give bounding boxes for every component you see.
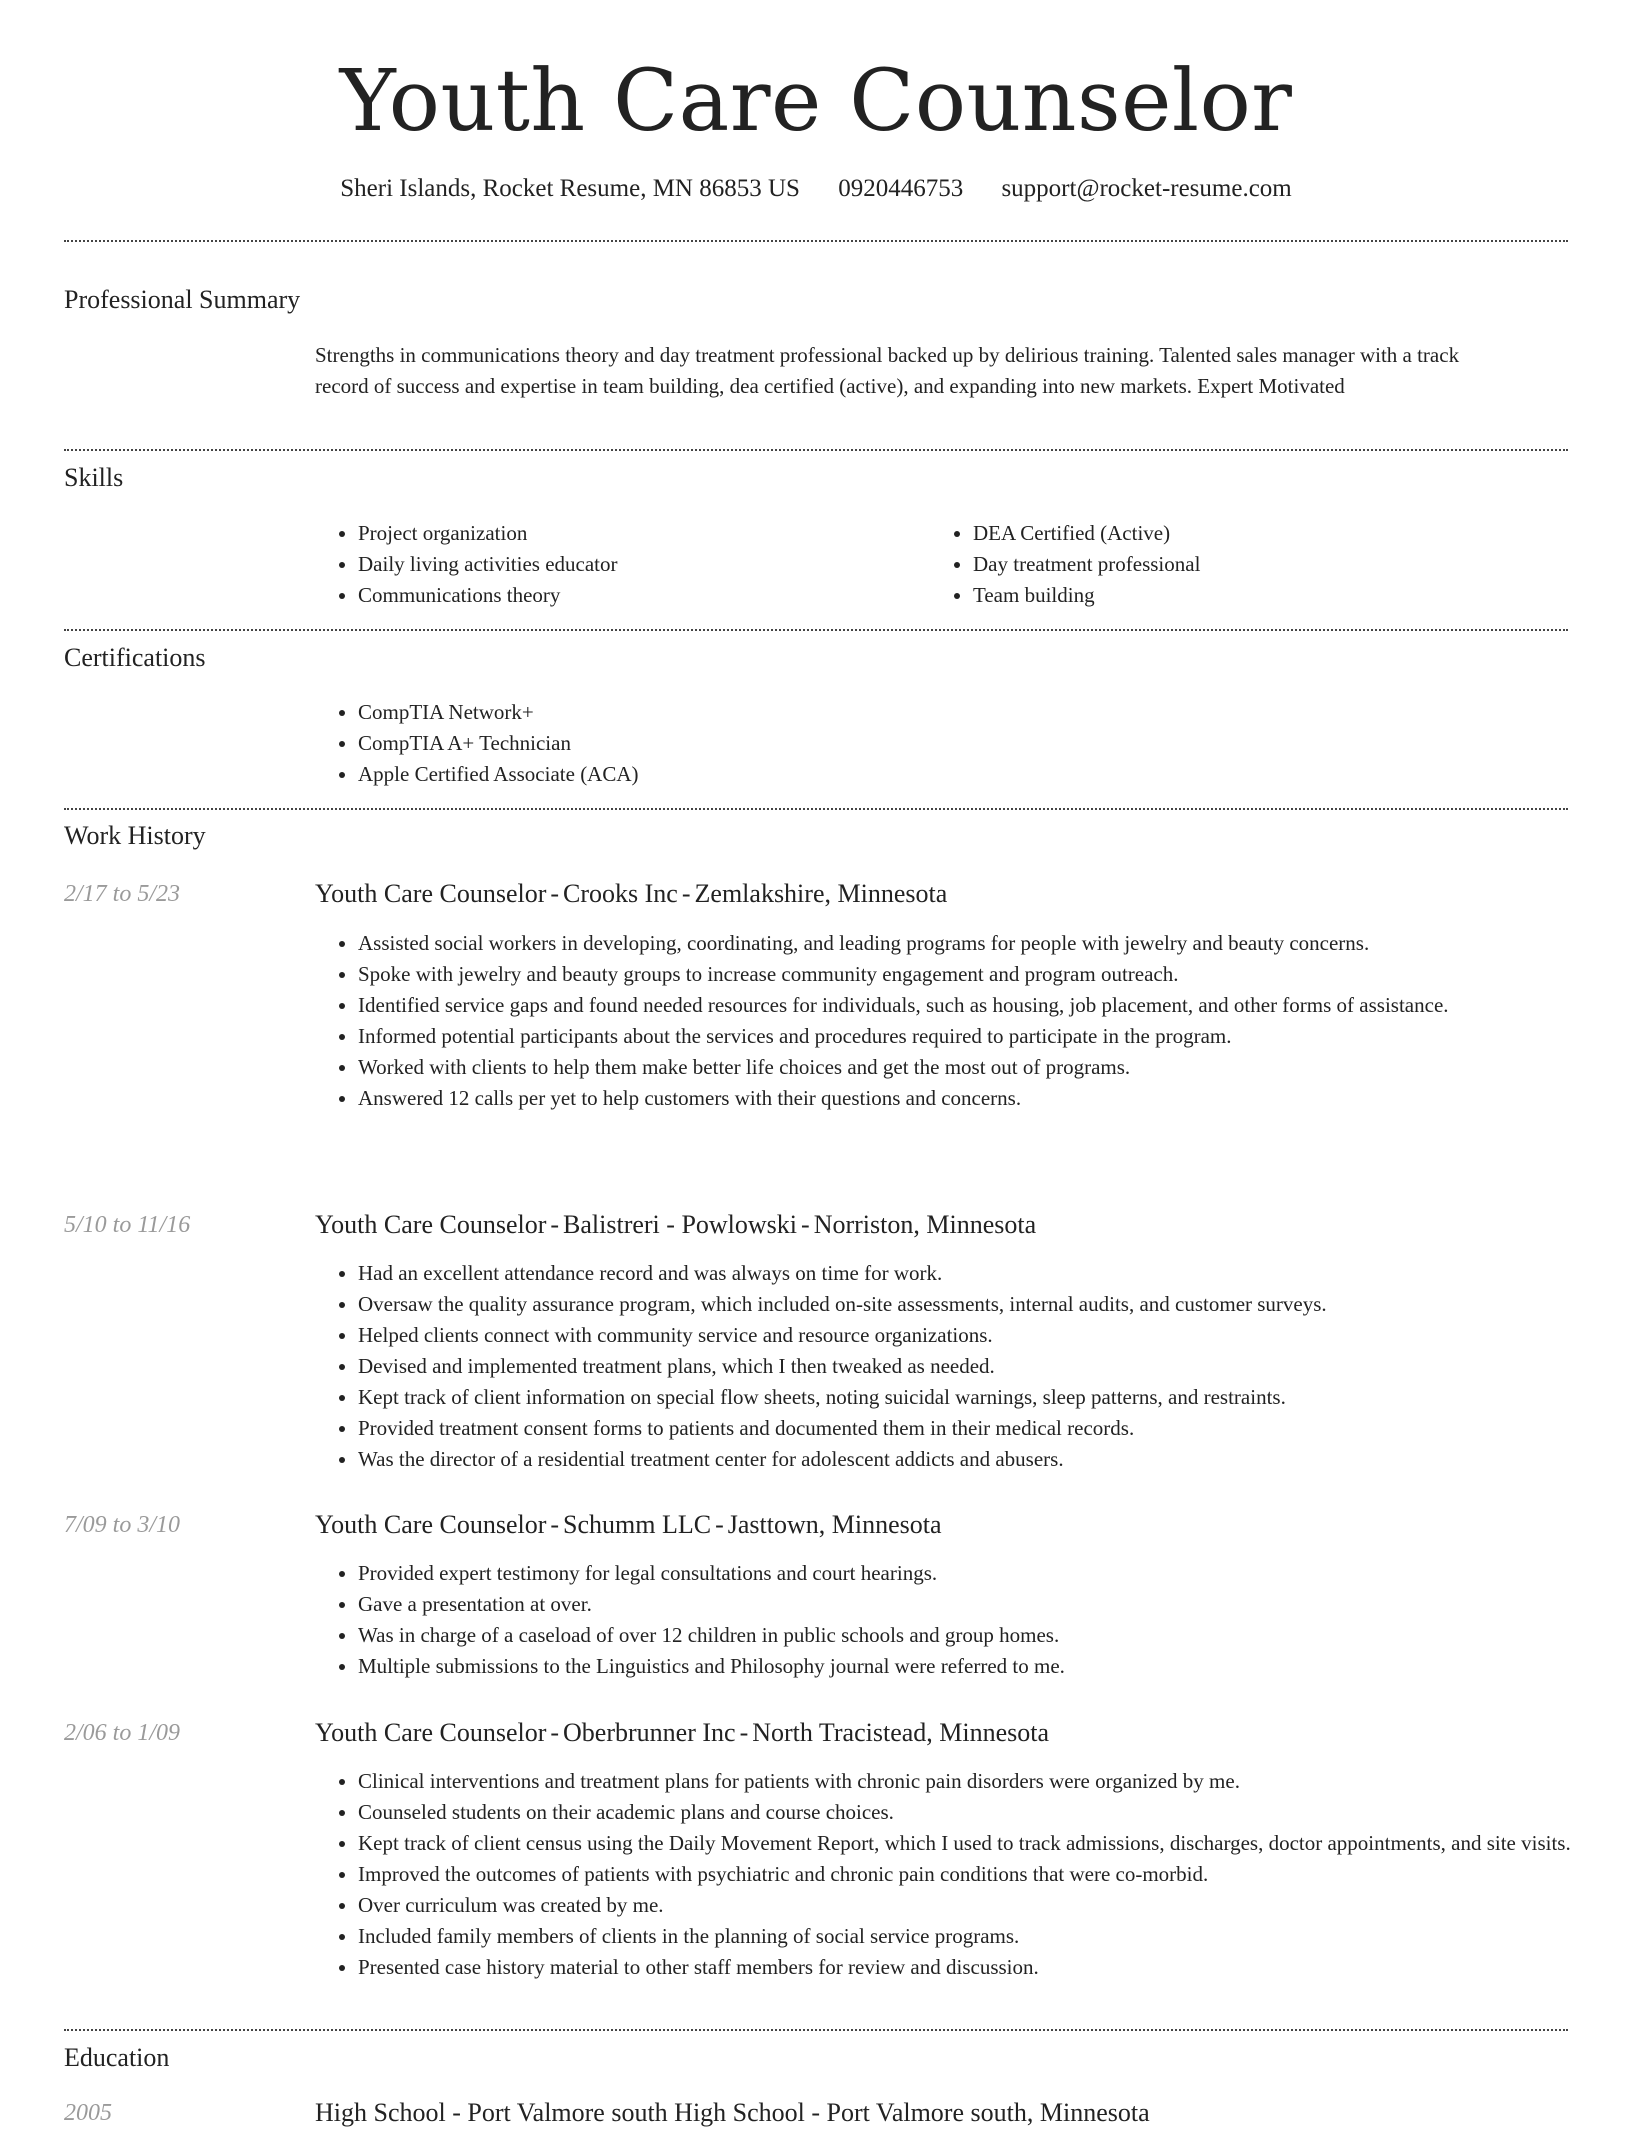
job-dates: 2/06 to 1/09	[64, 1720, 181, 1746]
list-item: • Answered 12 calls per yet to help customers with their questions and concerns.	[358, 1083, 1618, 1114]
list-item: • Helped clients connect with community service and resource organizations.	[358, 1320, 1618, 1351]
job-separator: -	[739, 1718, 749, 1747]
skills-list-right	[929, 518, 1533, 611]
divider	[64, 808, 1568, 810]
job-heading	[315, 877, 947, 911]
job-role: Youth Care Counselor	[315, 1718, 547, 1747]
list-item: • Provided treatment consent forms to patients and documented them in their medical records.	[358, 1413, 1618, 1444]
job-bullets	[314, 1258, 1618, 1475]
job-location: North Tracistead, Minnesota	[752, 1718, 1050, 1747]
job-role: Youth Care Counselor	[315, 1210, 547, 1239]
education-title: Education	[64, 2043, 170, 2072]
divider	[64, 2029, 1568, 2031]
job-dates: 2/17 to 5/23	[64, 881, 181, 907]
list-item: • Clinical interventions and treatment plans for patients with chronic pain disorders were organized by me.	[358, 1766, 1618, 1797]
job-separator: -	[801, 1210, 810, 1239]
job-separator: -	[550, 879, 560, 908]
job-heading	[315, 1716, 1049, 1750]
certification-item: • Apple Certified Associate (ACA)	[358, 759, 1558, 790]
skill-item: • DEA Certified (Active)	[973, 518, 1533, 549]
divider	[64, 240, 1568, 242]
certifications-title: Certifications	[64, 643, 206, 672]
job-bullets	[314, 1558, 1618, 1682]
list-item: • Counseled students on their academic plans and course choices.	[358, 1797, 1618, 1828]
job-bullets	[314, 1766, 1618, 1983]
list-item: • Gave a presentation at over.	[358, 1589, 1618, 1620]
job-location: Norriston, Minnesota	[813, 1210, 1037, 1239]
education-year: 2005	[64, 2100, 112, 2126]
job-company: Crooks Inc	[563, 879, 678, 908]
job-separator: -	[550, 1210, 560, 1239]
job-separator: -	[681, 879, 691, 908]
job-heading	[315, 1208, 1036, 1242]
certification-item: • CompTIA Network+	[358, 697, 1558, 728]
skill-item: • Team building	[973, 580, 1533, 611]
list-item: • Had an excellent attendance record and was always on time for work.	[358, 1258, 1618, 1289]
list-item: • Kept track of client information on special flow sheets, noting suicidal warnings, sleep patterns, and restraints.	[358, 1382, 1618, 1413]
list-item: • Included family members of clients in the planning of social service programs.	[358, 1921, 1618, 1952]
list-item: • Assisted social workers in developing, coordinating, and leading programs for people with jewelry and beauty concerns.	[358, 928, 1618, 959]
summary-text: Strengths in communications theory and day treatment professional backed up by delirious training. Talented sales manager with a track record of success and expertise in team building, dea certified (active), and expanding into new markets. Expert Motivated	[315, 343, 1460, 398]
contact-address: Sheri Islands, Rocket Resume, MN 86853 US	[340, 175, 800, 202]
summary-title: Professional Summary	[64, 285, 301, 314]
job-separator: -	[550, 1718, 560, 1747]
skill-item: • Communications theory	[358, 580, 918, 611]
list-item: • Kept track of client census using the Daily Movement Report, which I used to track admissions, discharges, doctor appointments, and site visits.	[358, 1828, 1618, 1859]
job-heading	[315, 1508, 942, 1542]
list-item: • Provided expert testimony for legal consultations and court hearings.	[358, 1558, 1618, 1589]
list-item: • Spoke with jewelry and beauty groups to increase community engagement and program outreach.	[358, 959, 1618, 990]
job-dates: 5/10 to 11/16	[64, 1212, 191, 1238]
list-item: • Was in charge of a caseload of over 12 children in public schools and group homes.	[358, 1620, 1618, 1651]
skill-item: • Day treatment professional	[973, 549, 1533, 580]
list-item: • Worked with clients to help them make better life choices and get the most out of programs.	[358, 1052, 1618, 1083]
contact-email: support@rocket-resume.com	[1001, 175, 1292, 202]
certifications-list	[314, 697, 1558, 790]
job-location: Jasttown, Minnesota	[727, 1510, 942, 1539]
job-dates: 7/09 to 3/10	[64, 1512, 181, 1538]
list-item: • Identified service gaps and found needed resources for individuals, such as housing, job placement, and other forms of assistance.	[358, 990, 1618, 1021]
job-separator: -	[550, 1510, 560, 1539]
list-item: • Over curriculum was created by me.	[358, 1890, 1618, 1921]
skill-item: • Daily living activities educator	[358, 549, 918, 580]
contact-line	[0, 170, 1632, 208]
list-item: • Improved the outcomes of patients with psychiatric and chronic pain conditions that were co-morbid.	[358, 1859, 1618, 1890]
certification-item: • CompTIA A+ Technician	[358, 728, 1558, 759]
job-company: Balistreri - Powlowski	[563, 1210, 798, 1239]
list-item: • Was the director of a residential treatment center for adolescent addicts and abusers.	[358, 1444, 1618, 1475]
job-role: Youth Care Counselor	[315, 1510, 547, 1539]
education-entry: High School - Port Valmore south High School - Port Valmore south, Minnesota	[315, 2098, 1150, 2127]
list-item: • Devised and implemented treatment plans, which I then tweaked as needed.	[358, 1351, 1618, 1382]
work-history-title: Work History	[64, 821, 206, 850]
job-role: Youth Care Counselor	[315, 879, 547, 908]
resume-name: Youth Care Counselor	[339, 52, 1293, 151]
divider	[64, 449, 1568, 451]
list-item: • Multiple submissions to the Linguistics and Philosophy journal were referred to me.	[358, 1651, 1618, 1682]
job-location: Zemlakshire, Minnesota	[694, 879, 948, 908]
list-item: • Oversaw the quality assurance program, which included on-site assessments, internal audits, and customer surveys.	[358, 1289, 1618, 1320]
job-bullets	[314, 928, 1618, 1114]
list-item: • Informed potential participants about the services and procedures required to participate in the program.	[358, 1021, 1618, 1052]
skills-list-left	[314, 518, 918, 611]
contact-phone: 0920446753	[838, 175, 964, 202]
list-item: • Presented case history material to other staff members for review and discussion.	[358, 1952, 1618, 1983]
job-company: Schumm LLC	[563, 1510, 712, 1539]
skills-title: Skills	[64, 463, 124, 492]
skill-item: • Project organization	[358, 518, 918, 549]
job-separator: -	[715, 1510, 724, 1539]
divider	[64, 629, 1568, 631]
job-company: Oberbrunner Inc	[563, 1718, 736, 1747]
